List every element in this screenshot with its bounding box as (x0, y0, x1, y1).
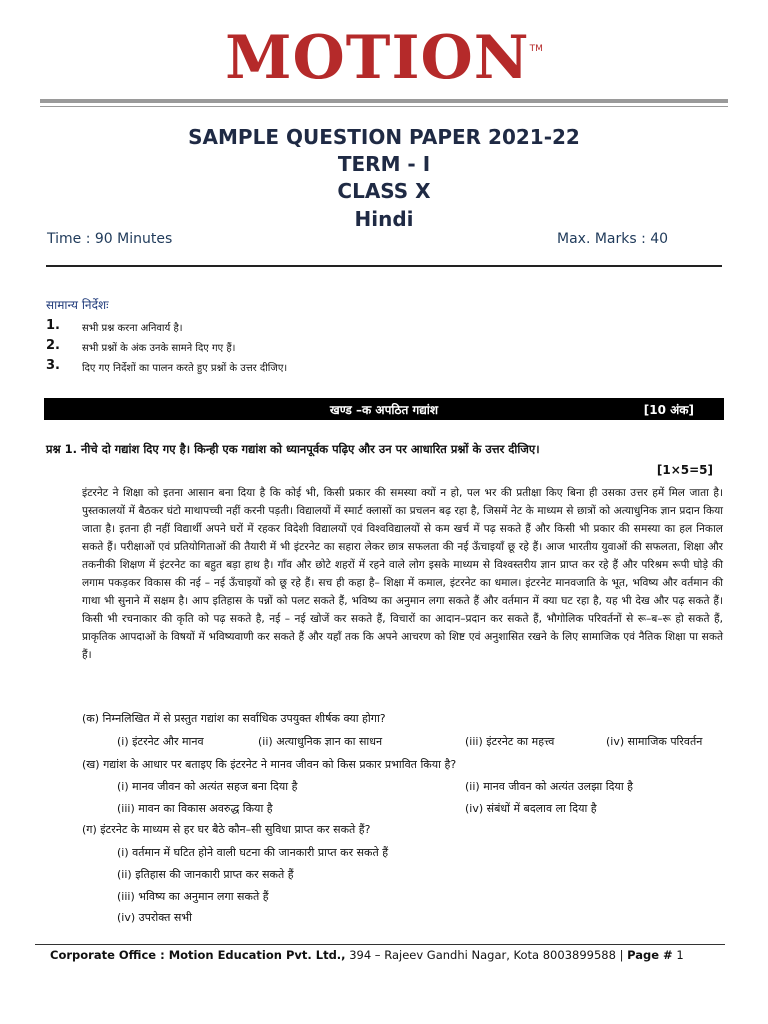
page-footer (50, 948, 684, 962)
question-1-text: प्रश्न 1. नीचे दो गद्यांश दिए गए है। किन्ही एक गद्यांश को ध्यानपूर्वक पढ़िए और उन पर आधारित प्रश्नों के उत्तर दीजिए। (46, 442, 540, 456)
option: (iii) भविष्य का अनुमान लगा सकते हैं (117, 890, 269, 903)
logo-text: MOTION (225, 23, 530, 93)
instruction-text: सभी प्रश्न करना अनिवार्य है। (82, 323, 183, 334)
section-title: खण्ड –क अपठित गद्यांश (329, 403, 439, 417)
footer-rule (35, 944, 725, 945)
section-marks: [10 अंक] (643, 403, 694, 417)
instructions-heading: सामान्य निर्देशः (46, 298, 109, 312)
option: (i) इंटरनेट और मानव (117, 735, 204, 748)
motion-logo (0, 23, 768, 93)
option: (i) मानव जीवन को अत्यंत सहज बना दिया है (117, 780, 298, 793)
option: (ii) अत्याधुनिक ज्ञान का साधन (258, 735, 383, 748)
footer-page-number: 1 (672, 948, 684, 962)
instruction-text: दिए गए निर्देशों का पालन करते हुए प्रश्नों के उत्तर दीजिए। (82, 363, 288, 374)
paper-title: SAMPLE QUESTION PAPER 2021-22 (188, 125, 580, 149)
option: (iv) सामाजिक परिवर्तन (606, 735, 703, 748)
subject-title: Hindi (354, 207, 414, 231)
option: (ii) मानव जीवन को अत्यंत उलझा दिया है (465, 780, 634, 793)
class-title: CLASS X (337, 179, 431, 203)
header-rule-thin (40, 106, 728, 107)
sub-question-ga: (ग) इंटरनेट के माध्यम से हर घर बैठे कौन–सी सुविधा प्राप्त कर सकते हैं? (82, 823, 371, 836)
instruction-number: 2. (46, 338, 60, 353)
section-header-bar (44, 398, 724, 420)
logo-tm: TM (529, 44, 543, 54)
instruction-text: सभी प्रश्नों के अंक उनके सामने दिए गए हैं। (82, 343, 236, 354)
footer-office: Corporate Office : Motion Education Pvt. Ltd., (50, 948, 346, 962)
instruction-number: 1. (46, 318, 60, 333)
sub-question-ka: (क) निम्नलिखित में से प्रस्तुत गद्यांश का सर्वाधिक उपयुक्त शीर्षक क्या होगा? (82, 712, 386, 725)
header-rule-thick (40, 99, 728, 103)
header-divider (46, 265, 722, 267)
footer-page-label: Page # (627, 948, 673, 962)
question-1-marks: [1×5=5] (656, 463, 713, 477)
option: (ii) इतिहास की जानकारी प्राप्त कर सकते हैं (117, 868, 294, 881)
instruction-number: 3. (46, 358, 60, 373)
option: (iv) उपरोक्त सभी (117, 911, 192, 924)
option: (iv) संबंधों में बदलाव ला दिया है (465, 802, 597, 815)
footer-address: 394 – Rajeev Gandhi Nagar, Kota 8003899588 | (345, 948, 628, 962)
term-title: TERM - I (337, 152, 431, 176)
option: (iii) इंटरनेट का महत्त्व (465, 735, 555, 748)
option: (i) वर्तमान में घटित होने वाली घटना की जानकारी प्राप्त कर सकते हैं (117, 846, 389, 859)
max-marks-label: Max. Marks : 40 (557, 231, 669, 247)
passage-text: इंटरनेट ने शिक्षा को इतना आसान बना दिया है कि कोई भी, किसी प्रकार की समस्या क्यों न हो, पल भर की प्रतीक्षा किए बिना ही उसका उत्तर हमें मिल जाता है। पुस्तकालयों में बैठकर घंटो माथापच्ची नहीं करनी पड़ती। विद्यालयों में स्मार्ट क्लासों का प्रचलन बढ़ रहा है, जिसमें नेट के माध्यम से छात्रों को अत्याधुनिक ज्ञान प्रदान किया जाता है। इतना ही नहीं विद्यार्थी अपने घरों में रहकर विदेशी विद्यालयों एवं विश्वविद्यालयों से कम खर्च में पढ़ सकते हैं और किसी भी प्रकार की समस्या का हल निकाल सकते हैं। परीक्षाओं एवं प्रतियोगिताओं की तैयारी में भी इंटरनेट का सहारा लेकर छात्र सफलता की नई ऊँचाइयाँ छू रहे हैं। आज भारतीय युवाओं की सफलता, शिक्षा और तकनीकी शिक्षण में इंटरनेट का बहुत बड़ा हाथ है। गाँव और छोटे शहरों में रहने वाले लोग इसके माध्यम से विश्वस्तरीय ज्ञान प्राप्त कर रहे हैं और परिश्रम रूपी घोड़े की लगाम पकड़कर विकास की नई – नई ऊँचाइयों को छू रहे हैं। सच ही कहा है– शिक्षा में कमाल, इंटरनेट का धमाल। इंटरनेट मानवजाति के भूत, भविष्य और वर्तमान की गाथा भी सुनाने में सक्षम है। आप इतिहास के पन्नों को पलट सकते हैं, भविष्य का अनुमान लगा सकते हैं और वर्तमान में क्या घट रहा है, यह भी देख और पढ़ सकते हैं। किसी भी रचनाकार की कृति को पढ़ सकते है, नई – नई खोजें कर सकते हैं, विचारों का आदान–प्रदान कर सकते हैं, भौगोलिक परिवर्तनों से रू–ब–रू हो सकते हैं, प्राकृतिक आपदाओं के विषयों में भविष्यवाणी कर सकते हैं और यहाँ तक कि अपने आचरण को शिष्ट एवं अनुशासित रखने के लिए सामाजिक एवं नैतिक शिक्षा पा सकते हैं। (82, 487, 723, 661)
time-label: Time : 90 Minutes (47, 231, 173, 247)
option: (iii) मावन का विकास अवरुद्ध किया है (117, 802, 273, 815)
sub-question-kha: (ख) गद्यांश के आधार पर बताइए कि इंटरनेट ने मानव जीवन को किस प्रकार प्रभावित किया है? (82, 758, 457, 771)
